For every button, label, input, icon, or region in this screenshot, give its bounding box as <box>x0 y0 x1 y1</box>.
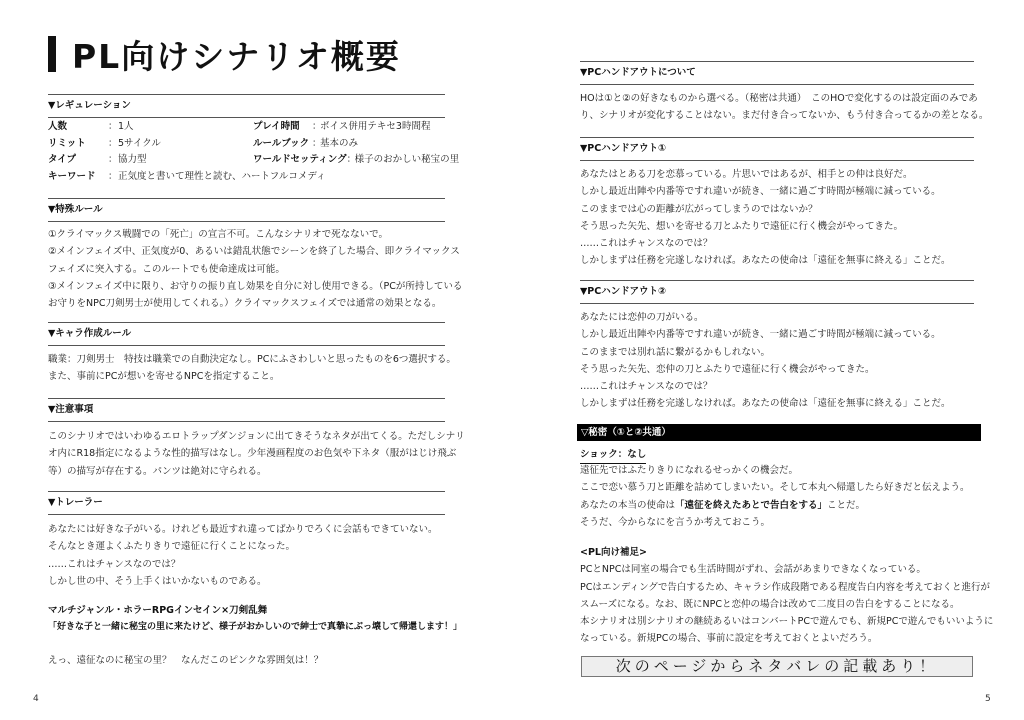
regulation-row <box>48 169 445 186</box>
handout1-body <box>580 166 974 270</box>
text-line: このままでは別れ話に繋がるかもしれない。 <box>580 346 771 358</box>
reg-value: 様子のおかしい秘宝の里 <box>354 154 460 165</box>
reg-label: タイプ <box>48 154 77 165</box>
reg-cell <box>48 119 253 136</box>
title-bar-decoration <box>48 36 56 72</box>
text-line: あなたには恋仲の刀がいる。 <box>580 312 704 323</box>
text-line: 遠征先ではふたりきりになれるせっかくの機会だ。 <box>580 465 799 477</box>
text-line: スムーズになる。なお、既にNPCと恋仲の場合は改めて二度目の告白をすることになる。 <box>580 598 960 610</box>
handout-about-body <box>580 90 989 125</box>
page-number: 4 <box>33 694 39 704</box>
reg-cell <box>48 136 253 153</box>
text-line: しかし最近出陣や内番等ですれ違いが続き、一緒に過ごす時間が極端に減っている。 <box>580 329 941 341</box>
reg-colon: ： <box>108 154 118 165</box>
handout-about-heading: ▼PCハンドアウトについて <box>580 61 974 85</box>
reg-colon: ： <box>108 137 118 149</box>
text-line: ……これはチャンスなのでは？ <box>580 238 713 250</box>
reg-value: 正気度と書いて理性と読む、ハートフルコメディ <box>118 170 326 182</box>
reg-colon: ： <box>346 154 357 165</box>
shock-label: ショック：なし <box>580 446 646 464</box>
reg-colon: ： <box>108 170 118 182</box>
reg-label: ワールドセッティング <box>253 154 347 165</box>
text-line: HOは①と②の好きなものから選べる。（秘密は共通） このHOで変化するのは設定面のみであ <box>580 93 978 104</box>
text-line: ……これはチャンスなのでは？ <box>580 381 713 393</box>
reg-cell <box>48 152 253 169</box>
reg-label: ルールブック <box>253 137 310 149</box>
catchphrase: 「好きな子と一緒に秘宝の里に来たけど、様子がおかしいので紳士で真摯にぶっ壊して帰還します！」 <box>48 622 463 633</box>
true-mission: 「遠征を終えたあとで告白をする」 <box>675 499 828 511</box>
chara-rules-heading: ▼キャラ作成ルール <box>48 322 445 346</box>
genre-line: マルチジャンル・ホラーRPGインセイン×刀剣乱舞 <box>48 605 268 616</box>
text-line: このままでは心の距離が広がってしまうのではないか？ <box>580 203 818 215</box>
reg-colon: ： <box>312 121 322 132</box>
handout2-body <box>580 309 974 413</box>
reg-label: リミット <box>48 137 86 149</box>
text-line: 職業：刀剣男士 特技は職業での自動決定なし。PCにふさわしいと思ったものを6つ選択する。 <box>48 354 456 365</box>
spoiler-notice: 次のページからネタバレの記載あり！ <box>581 656 973 677</box>
reg-label: キーワード <box>48 170 96 182</box>
reg-cell <box>253 152 459 169</box>
reg-colon: ： <box>312 137 322 149</box>
reg-value: 協力型 <box>118 154 147 165</box>
closing-line: えっ、遠征なのに秘宝の里？ なんだこのピンクな雰囲気は！？ <box>48 655 324 666</box>
trailer-heading: ▼トレーラー <box>48 491 445 515</box>
reg-value: 基本のみ <box>320 137 359 149</box>
text-line: そうだ、今からなにを言うか考えておこう。 <box>580 516 771 528</box>
reg-cell <box>48 169 326 186</box>
notes-body <box>48 428 465 480</box>
regulation-row <box>48 136 445 153</box>
text-line: そんなとき運よくふたりきりで遠征に行くことになった。 <box>48 541 296 553</box>
text-line: しかしまずは任務を完遂しなければ。あなたの使命は「遠征を無事に終える」ことだ。 <box>580 255 951 267</box>
text-line: なっている。新規PCの場合、事前に設定を考えておくとよいだろう。 <box>580 633 878 645</box>
text-line: そう思った矢先、想いを寄せる刀とふたりで遠征に行く機会がやってきた。 <box>580 220 904 232</box>
text-line: しかしまずは任務を完遂しなければ。あなたの使命は「遠征を無事に終える」ことだ。 <box>580 398 951 410</box>
text-line: しかし世の中、そう上手くはいかないものである。 <box>48 575 267 587</box>
reg-label: プレイ時間 <box>253 121 300 132</box>
text-line: ……これはチャンスなのでは？ <box>48 558 181 570</box>
secret-body <box>580 446 974 531</box>
text-line: また、事前にPCが想いを寄せるNPCを指定すること。 <box>48 371 280 383</box>
notes-heading: ▼注意事項 <box>48 398 445 422</box>
page-number: 5 <box>985 694 991 704</box>
reg-cell <box>253 119 430 136</box>
reg-value: 5サイクル <box>118 137 161 149</box>
text-line: PCとNPCは同室の場合でも生活時間がずれ、会話があまりできなくなっている。 <box>580 564 926 576</box>
text-line: あなたには好きな子がいる。けれども最近すれ違ってばかりでろくに会話もできていない。 <box>48 524 438 535</box>
page-title-text: PL向けシナリオ概要 <box>72 36 401 76</box>
reg-cell <box>253 136 358 153</box>
reg-colon: ： <box>108 121 118 132</box>
special-rules-body <box>48 226 463 312</box>
regulation-row <box>48 152 460 169</box>
text-line: お守りをNPC刀剣男士が使用してくれる。）クライマックスフェイズでは通常の効果となる。 <box>48 298 442 310</box>
regulation-heading: ▼レギュレーション <box>48 94 445 118</box>
text: あなたの本当の使命は <box>580 499 676 511</box>
secret-heading: ▽秘密（①と②共通） <box>577 424 981 441</box>
page-title <box>48 34 401 74</box>
text-line: ③メインフェイズ中に限り、お守りの振り直し効果を自分に対し使用できる。（PCが所持している <box>48 280 463 292</box>
chara-rules-body <box>48 351 456 386</box>
text-line: ここで恋い慕う刀と距離を詰めてしまいたい。そして本丸へ帰還したら好きだと伝えよう。 <box>580 482 970 494</box>
reg-value: 1人 <box>118 121 134 132</box>
text: ことだ。 <box>827 499 866 511</box>
reg-value: ボイス併用テキセ3時間程 <box>320 121 431 132</box>
text-line: 等）の描写が存在する。パンツは絶対に守られる。 <box>48 465 267 477</box>
supplement <box>580 544 994 648</box>
text-line: あなたはとある刀を恋慕っている。片思いではあるが、相手との仲は良好だ。 <box>580 169 913 180</box>
handout1-heading: ▼PCハンドアウト① <box>580 137 974 161</box>
regulation-table <box>48 119 460 185</box>
text-line: ①クライマックス戦闘での「死亡」の宣言不可。こんなシナリオで死なないで。 <box>48 229 388 240</box>
text-line: フェイズに突入する。このルートでも使命達成は可能。 <box>48 263 285 275</box>
text-line: ②メインフェイズ中、正気度が0、あるいは錯乱状態でシーンを終了した場合、即クライマックス <box>48 246 460 258</box>
text-line: しかし最近出陣や内番等ですれ違いが続き、一緒に過ごす時間が極端に減っている。 <box>580 186 941 198</box>
trailer-catch <box>48 602 463 637</box>
mission-line <box>580 497 974 514</box>
text-line: PCはエンディングで告白するため、キャラシ作成段階である程度告白内容を考えておくと進行が <box>580 581 991 593</box>
text-line: そう思った矢先、恋仲の刀とふたりで遠征に行く機会がやってきた。 <box>580 363 875 375</box>
handout2-heading: ▼PCハンドアウト② <box>580 280 974 304</box>
reg-label: 人数 <box>48 121 68 132</box>
text-line: 本シナリオは別シナリオの継続あるいはコンバートPCで遊んでも、新規PCで遊んでもいいように <box>580 616 994 628</box>
trailer-body <box>48 521 445 590</box>
special-rules-heading: ▼特殊ルール <box>48 198 445 222</box>
text-line: このシナリオではいわゆるエロトラップダンジョンに出てきそうなネタが出てくる。ただしシナリ <box>48 431 465 442</box>
text-line: り、シナリオが変化することはない。まだ付き合ってないか、もう付き合ってるかの差となる。 <box>580 110 989 122</box>
regulation-row <box>48 119 445 136</box>
supplement-heading: <PL向け補足> <box>580 547 647 558</box>
text-line: オ内にR18指定になるような性的描写はなし。少年漫画程度のお色気や下ネタ（服がはじけ飛ぶ <box>48 448 457 460</box>
